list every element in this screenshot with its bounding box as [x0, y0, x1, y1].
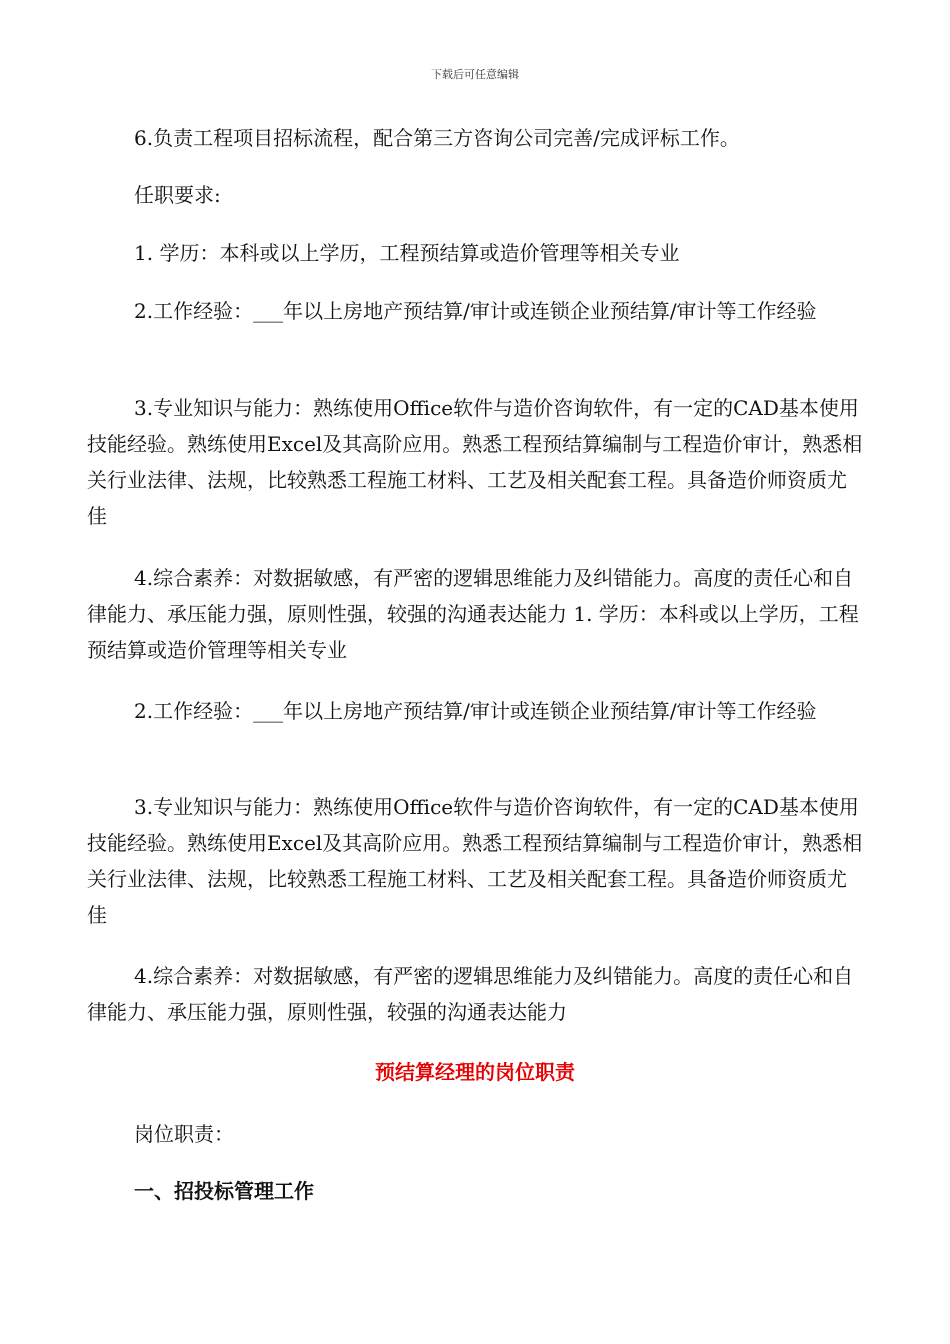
paragraph-qualities-repeat: 4.综合素养：对数据敏感，有严密的逻辑思维能力及纠错能力。高度的责任心和自律能力、承压能力强，原则性强，较强的沟通表达能力 [87, 964, 854, 1024]
paragraph-qualities: 4.综合素养：对数据敏感，有严密的逻辑思维能力及纠错能力。高度的责任心和自律能力、承压能力强，原则性强，较强的沟通表达能力 1. 学历：本科或以上学历，工程预结算或造价管理等相关专业 [87, 566, 859, 662]
paragraph-skills-repeat: 3.专业知识与能力：熟练使用Office软件与造价咨询软件，有一定的CAD基本使用技能经验。熟练使用Excel及其高阶应用。熟悉工程预结算编制与工程造价审计，熟悉相关行业法律、法规，比较熟悉工程施工材料、工艺及相关配套工程。具备造价师资质尤佳 [87, 795, 863, 927]
paragraph-experience: 2.工作经验：___年以上房地产预结算/审计或连锁企业预结算/审计等工作经验 [134, 299, 817, 323]
paragraph-responsibility-6: 6.负责工程项目招标流程，配合第三方咨询公司完善/完成评标工作。 [134, 126, 740, 150]
paragraph-experience-repeat: 2.工作经验：___年以上房地产预结算/审计或连锁企业预结算/审计等工作经验 [134, 699, 817, 723]
duties-label: 岗位职责： [134, 1122, 234, 1146]
subheading-bidding: 一、招投标管理工作 [134, 1179, 314, 1203]
page-header-note: 下载后可任意编辑 [431, 68, 519, 81]
paragraph-skills: 3.专业知识与能力：熟练使用Office软件与造价咨询软件，有一定的CAD基本使用技能经验。熟练使用Excel及其高阶应用。熟悉工程预结算编制与工程造价审计，熟悉相关行业法律、法规，比较熟悉工程施工材料、工艺及相关配套工程。具备造价师资质尤佳 [87, 396, 863, 528]
paragraph-education: 1. 学历：本科或以上学历，工程预结算或造价管理等相关专业 [134, 241, 680, 265]
paragraph-requirements-label: 任职要求: [134, 183, 221, 207]
section-title: 预结算经理的岗位职责 [375, 1060, 575, 1084]
